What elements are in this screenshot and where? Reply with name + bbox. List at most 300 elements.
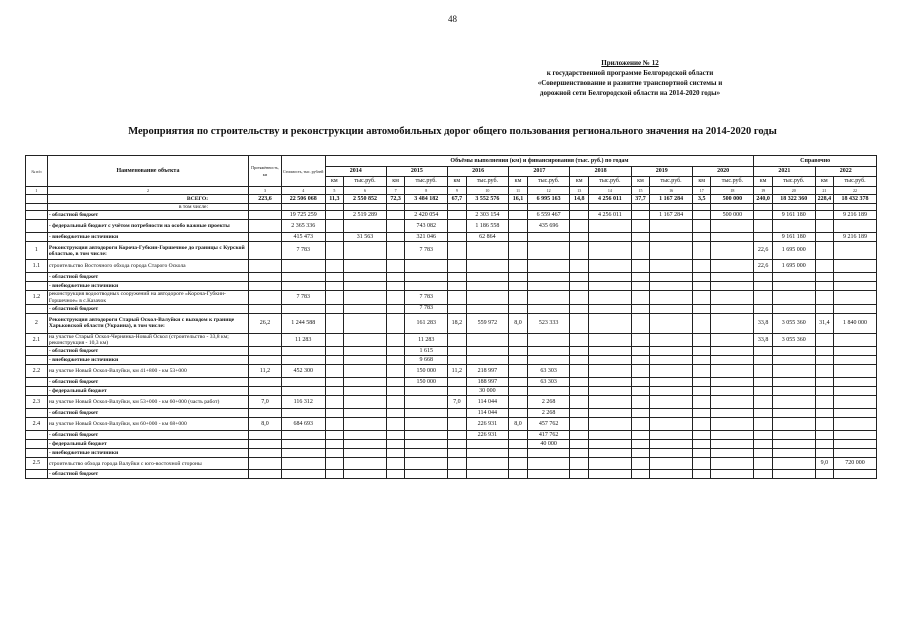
rub-value: 9 161 180: [772, 211, 815, 220]
rub-value: [589, 396, 632, 409]
km-value: [692, 396, 711, 409]
km-value: 37,7: [631, 195, 650, 204]
km-value: 14,8: [570, 195, 589, 204]
km-value: [386, 470, 405, 479]
km-value: [509, 449, 528, 458]
rub-value: [589, 220, 632, 233]
rub-value: [772, 365, 815, 378]
row-number: 1: [26, 242, 48, 260]
table-row: [26, 409, 877, 418]
cost-value: [281, 260, 325, 273]
rub-value: [466, 291, 509, 305]
rub-value: [405, 204, 448, 211]
rub-value: [344, 313, 387, 333]
rub-value: [834, 418, 877, 431]
km-value: [509, 387, 528, 396]
km-value: [570, 220, 589, 233]
length-value: [249, 282, 282, 291]
rub-value: 114 044: [466, 409, 509, 418]
length-value: 7,0: [249, 396, 282, 409]
km-value: 31,4: [815, 313, 834, 333]
km-value: [570, 431, 589, 440]
rub-value: 161 283: [405, 313, 448, 333]
rub-value: 1 167 284: [650, 211, 693, 220]
rub-value: [405, 260, 448, 273]
rub-value: 30 000: [466, 387, 509, 396]
km-value: [692, 431, 711, 440]
km-value: [815, 440, 834, 449]
km-value: [754, 220, 773, 233]
km-value: [631, 449, 650, 458]
rub-value: [711, 333, 754, 347]
rub-value: 2 550 852: [344, 195, 387, 204]
column-number: 2: [47, 187, 248, 195]
rub-value: 218 997: [466, 365, 509, 378]
rub-value: [466, 440, 509, 449]
table-row: [26, 431, 877, 440]
rub-value: [589, 313, 632, 333]
km-value: [325, 365, 344, 378]
column-number: 4: [281, 187, 325, 195]
km-value: [386, 233, 405, 242]
km-value: [509, 220, 528, 233]
km-value: [692, 291, 711, 305]
rub-value: [650, 458, 693, 470]
rub-value: [527, 304, 570, 313]
rub-value: 3 055 360: [772, 333, 815, 347]
column-number: 17: [692, 187, 711, 195]
length-value: [249, 470, 282, 479]
rub-value: [650, 365, 693, 378]
rub-value: [405, 273, 448, 282]
length-value: [249, 220, 282, 233]
km-value: [448, 378, 467, 387]
rub-value: 7 783: [405, 304, 448, 313]
rub-value: [711, 431, 754, 440]
km-value: [386, 347, 405, 356]
table-row: [26, 470, 877, 479]
km-value: [754, 233, 773, 242]
rub-value: 435 696: [527, 220, 570, 233]
rub-value: 40 000: [527, 440, 570, 449]
rub-value: 7 783: [405, 242, 448, 260]
cost-value: 2 365 336: [281, 220, 325, 233]
header-unit-rub: тыс.руб.: [344, 177, 387, 187]
km-value: [448, 242, 467, 260]
rub-value: [344, 365, 387, 378]
cost-value: [281, 431, 325, 440]
rub-value: [711, 220, 754, 233]
rub-value: [527, 291, 570, 305]
km-value: [754, 409, 773, 418]
rub-value: [834, 282, 877, 291]
km-value: [815, 220, 834, 233]
km-value: [631, 470, 650, 479]
row-number: 2: [26, 313, 48, 333]
km-value: [509, 458, 528, 470]
rub-value: 1 186 558: [466, 220, 509, 233]
km-value: [386, 378, 405, 387]
rub-value: [344, 449, 387, 458]
km-value: [815, 431, 834, 440]
rub-value: [711, 409, 754, 418]
km-value: [631, 220, 650, 233]
km-value: [692, 273, 711, 282]
km-value: [815, 356, 834, 365]
header-num: № п/п: [26, 156, 48, 187]
header-unit-rub: тыс.руб.: [711, 177, 754, 187]
km-value: [325, 333, 344, 347]
rub-value: [589, 291, 632, 305]
km-value: [325, 204, 344, 211]
rub-value: [650, 347, 693, 356]
length-value: 223,6: [249, 195, 282, 204]
rub-value: [711, 204, 754, 211]
column-number: 8: [405, 187, 448, 195]
km-value: [509, 304, 528, 313]
rub-value: [466, 449, 509, 458]
appendix-line: «Совершенствование и развитие транспортной системы и: [537, 79, 723, 87]
rub-value: [834, 304, 877, 313]
header-length: Протяжённость, км: [249, 156, 282, 187]
column-number: 3: [249, 187, 282, 195]
km-value: [692, 378, 711, 387]
table-row: [26, 291, 877, 305]
appendix-block: [480, 58, 780, 98]
rub-value: [527, 233, 570, 242]
km-value: [570, 211, 589, 220]
table-row: [26, 449, 877, 458]
length-value: [249, 347, 282, 356]
km-value: [754, 291, 773, 305]
km-value: 33,8: [754, 313, 773, 333]
length-value: [249, 204, 282, 211]
rub-value: [834, 387, 877, 396]
cost-value: 116 312: [281, 396, 325, 409]
km-value: 11,2: [448, 365, 467, 378]
km-value: [570, 242, 589, 260]
km-value: [448, 291, 467, 305]
km-value: [754, 273, 773, 282]
rub-value: [405, 449, 448, 458]
rub-value: [466, 304, 509, 313]
km-value: [570, 440, 589, 449]
km-value: 67,7: [448, 195, 467, 204]
km-value: [325, 260, 344, 273]
rub-value: [589, 356, 632, 365]
rub-value: [344, 347, 387, 356]
km-value: [815, 470, 834, 479]
km-value: [325, 233, 344, 242]
length-value: [249, 431, 282, 440]
rub-value: [772, 304, 815, 313]
rub-value: [650, 378, 693, 387]
km-value: [509, 347, 528, 356]
rub-value: [834, 220, 877, 233]
km-value: [754, 470, 773, 479]
rub-value: [589, 333, 632, 347]
rub-value: [834, 356, 877, 365]
km-value: [631, 365, 650, 378]
rub-value: 6 995 163: [527, 195, 570, 204]
rub-value: 7 783: [405, 291, 448, 305]
header-name: Наименование объекта: [47, 156, 248, 187]
km-value: 18,2: [448, 313, 467, 333]
object-name: реконструкция водоотводных сооружений на автодороге «Короча-Губкин-Горшечное» в с.Казачок: [47, 291, 248, 305]
km-value: [325, 291, 344, 305]
rub-value: [711, 458, 754, 470]
km-value: [631, 356, 650, 365]
rub-value: 62 864: [466, 233, 509, 242]
km-value: [815, 409, 834, 418]
km-value: [325, 220, 344, 233]
rub-value: [527, 458, 570, 470]
table-row: [26, 282, 877, 291]
rub-value: [589, 378, 632, 387]
rub-value: [405, 458, 448, 470]
cost-value: 7 783: [281, 291, 325, 305]
km-value: [754, 378, 773, 387]
rub-value: 720 000: [834, 458, 877, 470]
object-name: на участке Новый Оскол-Валуйки, км 53+000 - км 60+000 (часть работ): [47, 396, 248, 409]
object-name: - внебюджетные источники: [47, 449, 248, 458]
km-value: [448, 220, 467, 233]
km-value: [509, 378, 528, 387]
km-value: [815, 304, 834, 313]
object-name: - областной бюджет: [47, 378, 248, 387]
row-number: 2.5: [26, 458, 48, 470]
cost-value: [281, 470, 325, 479]
rub-value: 457 762: [527, 418, 570, 431]
row-number: [26, 409, 48, 418]
km-value: [325, 418, 344, 431]
km-value: [692, 242, 711, 260]
km-value: [754, 365, 773, 378]
rub-value: [589, 365, 632, 378]
rub-value: 6 559 467: [527, 211, 570, 220]
km-value: [386, 242, 405, 260]
header-unit-km: км: [570, 177, 589, 187]
rub-value: [405, 418, 448, 431]
appendix-line: дорожной сети Белгородской области на 2014-2020 годы»: [539, 89, 721, 97]
rub-value: [772, 220, 815, 233]
rub-value: [834, 273, 877, 282]
row-number: [26, 195, 48, 204]
km-value: [692, 418, 711, 431]
header-year: 2018: [570, 167, 631, 177]
object-name: - внебюджетные источники: [47, 233, 248, 242]
km-value: [509, 333, 528, 347]
rub-value: [466, 470, 509, 479]
rub-value: 321 046: [405, 233, 448, 242]
rub-value: [527, 387, 570, 396]
cost-value: 19 725 259: [281, 211, 325, 220]
km-value: [570, 260, 589, 273]
object-name: Реконструкция автодороги Короча-Губкин-Горшечное до границы с Курской областью, в том числе:: [47, 242, 248, 260]
km-value: [631, 273, 650, 282]
length-value: [249, 291, 282, 305]
rub-value: [527, 470, 570, 479]
km-value: [570, 304, 589, 313]
column-number: 12: [527, 187, 570, 195]
rub-value: [650, 273, 693, 282]
rub-value: [344, 378, 387, 387]
object-name: - внебюджетные источники: [47, 282, 248, 291]
km-value: [509, 409, 528, 418]
km-value: [754, 282, 773, 291]
km-value: [631, 418, 650, 431]
rub-value: [589, 409, 632, 418]
header-unit-km: км: [815, 177, 834, 187]
length-value: [249, 409, 282, 418]
km-value: [692, 304, 711, 313]
rub-value: 4 256 011: [589, 195, 632, 204]
km-value: [325, 458, 344, 470]
km-value: [692, 409, 711, 418]
cost-value: [281, 204, 325, 211]
km-value: [570, 387, 589, 396]
rub-value: [344, 356, 387, 365]
rub-value: [344, 304, 387, 313]
rub-value: [650, 387, 693, 396]
rub-value: [834, 440, 877, 449]
length-value: [249, 356, 282, 365]
row-number: [26, 304, 48, 313]
header-unit-km: км: [386, 177, 405, 187]
km-value: [448, 211, 467, 220]
km-value: [509, 431, 528, 440]
table-row: [26, 260, 877, 273]
km-value: [631, 387, 650, 396]
km-value: 11,3: [325, 195, 344, 204]
rub-value: 114 044: [466, 396, 509, 409]
header-year: 2015: [386, 167, 447, 177]
object-name: - внебюджетные источники: [47, 356, 248, 365]
rub-value: 1 615: [405, 347, 448, 356]
cost-value: 22 506 068: [281, 195, 325, 204]
rub-value: [650, 204, 693, 211]
row-number: [26, 470, 48, 479]
km-value: [754, 396, 773, 409]
km-value: [386, 220, 405, 233]
header-volumes: Объёмы выполнения (км) и финансирования (тыс. руб.) по годам: [325, 156, 754, 167]
km-value: [570, 458, 589, 470]
rub-value: [650, 396, 693, 409]
km-value: 3,5: [692, 195, 711, 204]
row-number: 2.3: [26, 396, 48, 409]
object-name: - областной бюджет: [47, 431, 248, 440]
rub-value: 1 695 000: [772, 242, 815, 260]
header-year: 2019: [631, 167, 692, 177]
header-unit-km: км: [754, 177, 773, 187]
cost-value: [281, 304, 325, 313]
header-year: 2016: [448, 167, 509, 177]
rub-value: 150 000: [405, 365, 448, 378]
rub-value: [344, 440, 387, 449]
object-name: - областной бюджет: [47, 347, 248, 356]
km-value: [386, 431, 405, 440]
rub-value: [834, 396, 877, 409]
km-value: [692, 387, 711, 396]
km-value: [570, 233, 589, 242]
rub-value: [466, 347, 509, 356]
rub-value: [650, 470, 693, 479]
km-value: [692, 204, 711, 211]
rub-value: [344, 431, 387, 440]
rub-value: [711, 440, 754, 449]
rub-value: 3 055 360: [772, 313, 815, 333]
km-value: [692, 365, 711, 378]
rub-value: [650, 233, 693, 242]
rub-value: [772, 273, 815, 282]
rub-value: [589, 273, 632, 282]
row-number: [26, 220, 48, 233]
object-name: - областной бюджет: [47, 273, 248, 282]
km-value: [325, 409, 344, 418]
rub-value: [834, 470, 877, 479]
rub-value: [527, 242, 570, 260]
rub-value: 188 997: [466, 378, 509, 387]
cost-value: [281, 378, 325, 387]
rub-value: [650, 313, 693, 333]
km-value: [386, 313, 405, 333]
rub-value: [772, 378, 815, 387]
row-number: [26, 440, 48, 449]
object-name: ВСЕГО:: [47, 195, 248, 204]
km-value: [754, 449, 773, 458]
rub-value: [650, 304, 693, 313]
km-value: [509, 440, 528, 449]
km-value: 22,6: [754, 260, 773, 273]
row-number: [26, 347, 48, 356]
km-value: [570, 313, 589, 333]
km-value: [631, 291, 650, 305]
km-value: [570, 333, 589, 347]
km-value: [692, 458, 711, 470]
column-number: 11: [509, 187, 528, 195]
km-value: [754, 440, 773, 449]
header-unit-km: км: [448, 177, 467, 187]
document-title: Мероприятия по строительству и реконструкции автомобильных дорог общего пользования регионального значения на 2014-2020 годы: [128, 126, 777, 137]
km-value: [448, 418, 467, 431]
rub-value: [344, 396, 387, 409]
km-value: [325, 356, 344, 365]
rub-value: [589, 304, 632, 313]
km-value: [509, 365, 528, 378]
length-value: [249, 378, 282, 387]
rub-value: [711, 356, 754, 365]
rub-value: [589, 347, 632, 356]
km-value: [448, 260, 467, 273]
cost-value: 7 783: [281, 242, 325, 260]
cost-value: 1 244 588: [281, 313, 325, 333]
table-row: [26, 273, 877, 282]
rub-value: [466, 356, 509, 365]
length-value: [249, 440, 282, 449]
cost-value: [281, 458, 325, 470]
rub-value: 63 303: [527, 378, 570, 387]
km-value: [386, 409, 405, 418]
rub-value: [589, 470, 632, 479]
km-value: [448, 431, 467, 440]
appendix-line: к государственной программе Белгородской области: [546, 69, 714, 77]
column-number: 21: [815, 187, 834, 195]
km-value: [815, 378, 834, 387]
row-number: [26, 211, 48, 220]
km-value: [386, 449, 405, 458]
rub-value: [344, 333, 387, 347]
rub-value: [466, 458, 509, 470]
